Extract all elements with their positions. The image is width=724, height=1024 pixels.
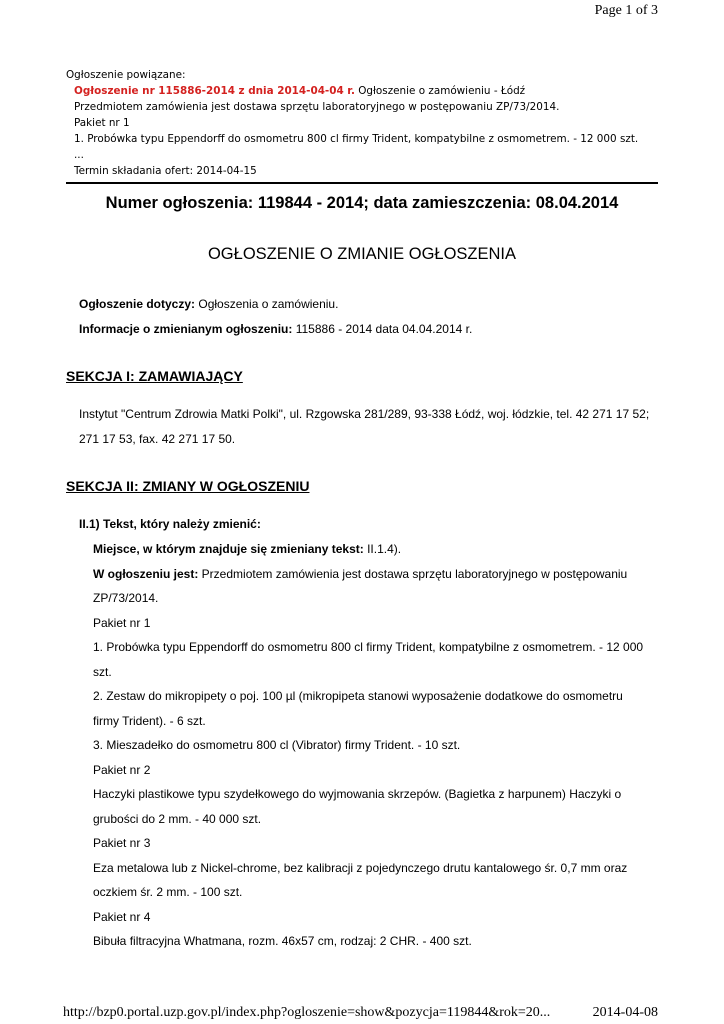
text-line: 2. Zestaw do mikropipety o poj. 100 µl (mikropipeta stanowi wyposażenie dodatkowe do osmometru: [93, 689, 623, 703]
text-line: Haczyki plastikowe typu szydełkowego do wyjmowania skrzepów. (Bagietka z harpunem) Haczyki o: [93, 787, 622, 801]
text-line: 3. Mieszadełko do osmometru 800 cl (Vibrator) firmy Trident. - 10 szt.: [93, 738, 461, 752]
text-line: Pakiet nr 2: [93, 762, 151, 777]
page-title: Numer ogłoszenia: 119844 - 2014; data zamieszczenia: 08.04.2014: [105, 194, 619, 212]
changed-notice-info: [79, 322, 472, 336]
text-line: oczkiem śr. 2 mm. - 100 szt.: [93, 885, 243, 899]
related-label: Ogłoszenie powiązane:: [66, 69, 186, 81]
footer-url[interactable]: http://bzp0.portal.uzp.gov.pl/index.php?ogloszenie=show&pozycja=119844&rok=20...: [63, 1005, 551, 1020]
related-notice-link[interactable]: Ogłoszenie nr 115886-2014 z dnia 2014-04-04 r.: [74, 85, 355, 97]
text-line: 1. Probówka typu Eppendorff do osmometru 800 cl firmy Trident, kompatybilne z osmometrem. - 12 000: [93, 640, 644, 654]
page-number: Page 1 of 3: [594, 3, 658, 18]
related-package: Pakiet nr 1: [74, 117, 130, 129]
related-deadline: Termin składania ofert: 2014-04-15: [74, 165, 257, 177]
change-item-label-text: II.1) Tekst, który należy zmienić:: [79, 517, 261, 531]
text-line: szt.: [93, 664, 112, 679]
text-line: firmy Trident). - 6 szt.: [93, 713, 206, 728]
in-notice-line: [93, 562, 663, 587]
change-item-label: [79, 517, 261, 531]
changed-info-value: 115886 - 2014 data 04.04.2014 r.: [292, 322, 473, 336]
change-place-line: [93, 537, 663, 562]
concerns-value: Ogłoszenia o zamówieniu.: [195, 297, 339, 311]
text-line: Bibuła filtracyjna Whatmana, rozm. 46x57 cm, rodzaj: 2 CHR. - 400 szt.: [93, 934, 472, 948]
changed-info-label: Informacje o zmienianym ogłoszeniu:: [79, 322, 293, 336]
contracting-authority-line-1: Instytut "Centrum Zdrowia Matki Polki", ul. Rzgowska 281/289, 93-338 Łódź, woj. łódzkie, tel. 42 271 17 52;: [79, 407, 650, 421]
change-place-value: II.1.4).: [363, 542, 402, 556]
text-line: Eza metalowa lub z Nickel-chrome, bez kalibracji z pojedynczego drutu kantalowego śr. 0,7 mm oraz: [93, 860, 628, 875]
related-ellipsis: ...: [74, 149, 84, 161]
related-notice-box: [66, 67, 658, 179]
page-footer: [63, 1005, 658, 1021]
section-1-heading: SEKCJA I: ZAMAWIAJĄCY: [66, 368, 243, 384]
text-line: ZP/73/2014.: [93, 591, 159, 605]
notice-type-heading: OGŁOSZENIE O ZMIANIE OGŁOSZENIA: [207, 245, 517, 263]
text-line: Pakiet nr 1: [93, 615, 151, 630]
related-link-suffix: Ogłoszenie o zamówieniu - Łódź: [354, 85, 526, 97]
related-link-line: [66, 83, 658, 99]
change-details: [93, 537, 663, 954]
text-line: Przedmiotem zamówienia jest dostawa sprzętu laboratoryjnego w postępowaniu: [198, 566, 628, 581]
notice-concerns: [79, 297, 338, 311]
contracting-authority-line-2: 271 17 53, fax. 42 271 17 50.: [79, 432, 236, 446]
change-place-label: Miejsce, w którym znajduje się zmieniany tekst:: [93, 542, 364, 556]
footer-date: 2014-04-08: [592, 1005, 658, 1020]
related-item: 1. Probówka typu Eppendorff do osmometru 800 cl firmy Trident, kompatybilne z osmometrem. - 12 000 szt.: [74, 133, 639, 145]
related-subject: Przedmiotem zamówienia jest dostawa sprzętu laboratoryjnego w postępowaniu ZP/73/2014.: [74, 101, 560, 113]
text-line: Pakiet nr 4: [93, 909, 151, 924]
concerns-label: Ogłoszenie dotyczy:: [79, 297, 196, 311]
text-line: grubości do 2 mm. - 40 000 szt.: [93, 811, 262, 826]
in-notice-label: W ogłoszeniu jest:: [93, 566, 199, 581]
text-line: Pakiet nr 3: [93, 836, 151, 850]
section-2-heading: SEKCJA II: ZMIANY W OGŁOSZENIU: [66, 478, 310, 494]
divider: [66, 182, 658, 184]
